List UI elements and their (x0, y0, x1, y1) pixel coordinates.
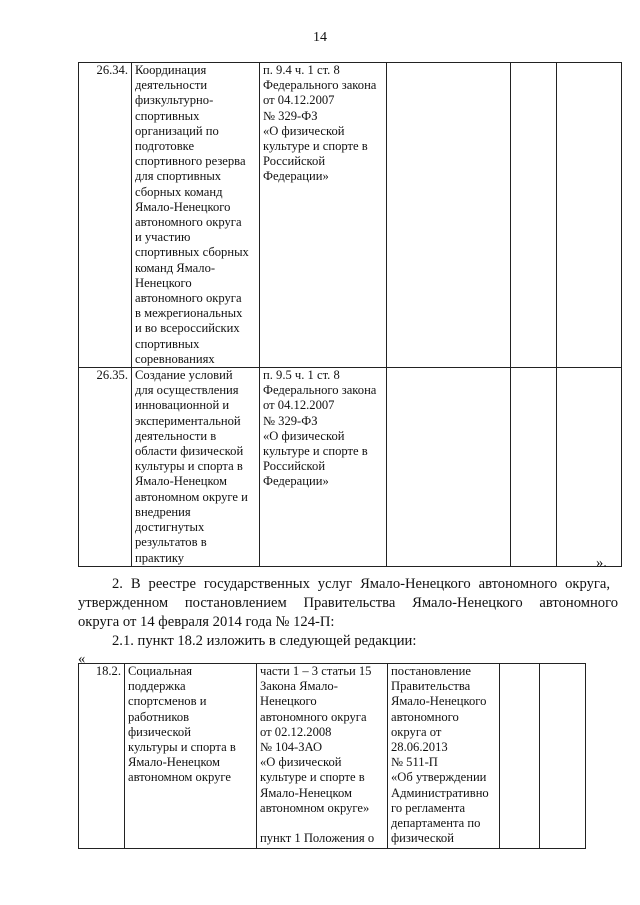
legal-basis-line: № 329-ФЗ (263, 108, 318, 123)
service-name-line: внедрения (135, 504, 191, 519)
service-name-line: для спортивных (135, 169, 222, 184)
service-name-line: Социальная (128, 664, 193, 678)
regulation-act-line: округа от (391, 724, 442, 739)
service-name-line: деятельности в (135, 428, 217, 443)
service-name-cell (125, 664, 257, 849)
legal-basis-line: «О физической (260, 755, 342, 770)
service-name-line: организаций по (135, 123, 219, 138)
service-name-line: подготовке (135, 139, 195, 154)
service-name-line: Ямало-Ненецком (128, 755, 221, 770)
legal-basis-line (260, 816, 384, 831)
table-row (79, 63, 622, 368)
regulation-act-line: «Об утверждении (391, 770, 487, 785)
service-name-line: инновационной и (135, 398, 230, 413)
service-name-line: автономном округе (128, 770, 231, 785)
paragraph-2-line-1: 2. В реестре государственных услуг Ямало-Ненецкого автономного округа, (112, 576, 610, 592)
service-name-cell (132, 368, 260, 567)
service-name-line: деятельности (135, 78, 208, 93)
page-number: 14 (313, 30, 327, 45)
legal-basis-line: пункт 1 Положения о (260, 831, 375, 846)
service-name-line: спортивных сборных (135, 245, 249, 260)
empty-cell (540, 664, 586, 849)
service-name-line: автономного округа (135, 215, 242, 230)
row-number: 26.34. (79, 63, 132, 368)
service-name-line: спортивных (135, 336, 200, 351)
paragraph-2-line-2: утвержденном постановлением Правительства Ямало-Ненецкого автономного (78, 595, 618, 611)
service-name-line: спортсменов и (128, 694, 207, 709)
service-name-line: области физической (135, 444, 244, 459)
service-name-line: Создание условий (135, 368, 233, 383)
service-name-line: соревнованиях (135, 351, 215, 366)
row-number: 26.35. (79, 368, 132, 567)
regulation-act-line: 28.06.2013 (391, 740, 448, 755)
regulation-act-line: департамента по (391, 816, 481, 831)
services-table-top (78, 62, 622, 567)
legal-basis-line: п. 9.4 ч. 1 ст. 8 (263, 63, 340, 77)
service-name-line: для осуществления (135, 383, 239, 398)
legal-basis-line: Закона Ямало- (260, 679, 338, 694)
closing-quote: ». (596, 555, 607, 571)
empty-cell (387, 368, 511, 567)
service-name-line: и участию (135, 230, 191, 245)
service-name-line: физической (128, 724, 191, 739)
legal-basis-line: Ненецкого (260, 694, 317, 709)
legal-basis-line: культуре и спорте в (263, 444, 368, 459)
service-name-line: сборных команд (135, 184, 223, 199)
legal-basis-line: № 104-ЗАО (260, 740, 323, 755)
service-name-line: в межрегиональных (135, 306, 243, 321)
legal-basis-line: Российской (263, 459, 326, 474)
paragraph-2-1: 2.1. пункт 18.2 изложить в следующей редакции: (112, 633, 417, 649)
empty-cell (500, 664, 540, 849)
regulation-act-line: Ямало-Ненецкого (391, 694, 487, 709)
legal-basis-line: Ямало-Ненецком (260, 785, 353, 800)
legal-basis-line: № 329-ФЗ (263, 413, 318, 428)
legal-basis-line: культуре и спорте в (263, 139, 368, 154)
service-name-line: культуры и спорта в (135, 459, 243, 474)
legal-basis-line: «О физической (263, 428, 345, 443)
service-name-cell (132, 63, 260, 368)
legal-basis-line: Федерального закона (263, 78, 377, 93)
regulation-act-cell (388, 664, 500, 849)
regulation-act-line: № 511-П (391, 755, 438, 770)
service-name-line: автономного округа (135, 291, 242, 306)
empty-cell (557, 368, 622, 567)
service-name-line: экспериментальной (135, 413, 241, 428)
services-table-bottom (78, 663, 586, 849)
service-name-line: Ямало-Ненецком (135, 474, 228, 489)
legal-basis-line: части 1 – 3 статьи 15 (260, 664, 372, 678)
regulation-act-line: Административно (391, 785, 489, 800)
regulation-act-line: Правительства (391, 679, 471, 694)
service-name-line: работников (128, 709, 190, 724)
regulation-act-line: постановление (391, 664, 471, 678)
legal-basis-line: культуре и спорте в (260, 770, 365, 785)
regulation-act-line: физической (391, 831, 454, 846)
legal-basis-line: Российской (263, 154, 326, 169)
service-name-line: результатов в (135, 535, 207, 550)
legal-basis-line: «О физической (263, 123, 345, 138)
legal-basis-cell (260, 368, 387, 567)
legal-basis-line: от 04.12.2007 (263, 93, 335, 108)
service-name-line: Координация (135, 63, 207, 77)
service-name-line: достигнутых (135, 520, 205, 535)
empty-cell (387, 63, 511, 368)
service-name-line: и во всероссийских (135, 321, 240, 336)
service-name-line: команд Ямало- (135, 260, 216, 275)
legal-basis-cell (260, 63, 387, 368)
table-row (79, 368, 622, 567)
regulation-act-line: автономного (391, 709, 459, 724)
legal-basis-line: от 02.12.2008 (260, 724, 332, 739)
service-name-line: Ненецкого (135, 275, 192, 290)
legal-basis-line: автономном округе» (260, 800, 370, 815)
service-name-line: спортивного резерва (135, 154, 246, 169)
legal-basis-line: Федерации» (263, 169, 329, 184)
legal-basis-cell (257, 664, 388, 849)
service-name-line: Ямало-Ненецкого (135, 199, 231, 214)
service-name-line: автономном округе и (135, 489, 248, 504)
legal-basis-line: от 04.12.2007 (263, 398, 335, 413)
service-name-line: практику (135, 550, 185, 565)
legal-basis-line: автономного округа (260, 709, 367, 724)
legal-basis-line: Федерации» (263, 474, 329, 489)
paragraph-2-line-3: округа от 14 февраля 2014 года № 124-П: (78, 614, 335, 630)
empty-cell (511, 63, 557, 368)
legal-basis-line: п. 9.5 ч. 1 ст. 8 (263, 368, 340, 383)
row-number: 18.2. (79, 664, 125, 849)
service-name-line: поддержка (128, 679, 186, 694)
opening-quote: « (78, 651, 86, 667)
legal-basis-line: Федерального закона (263, 383, 377, 398)
service-name-line: спортивных (135, 108, 200, 123)
regulation-act-line: го регламента (391, 800, 466, 815)
table-row (79, 664, 586, 849)
empty-cell (511, 368, 557, 567)
service-name-line: физкультурно- (135, 93, 214, 108)
empty-cell (557, 63, 622, 368)
service-name-line: культуры и спорта в (128, 740, 236, 755)
